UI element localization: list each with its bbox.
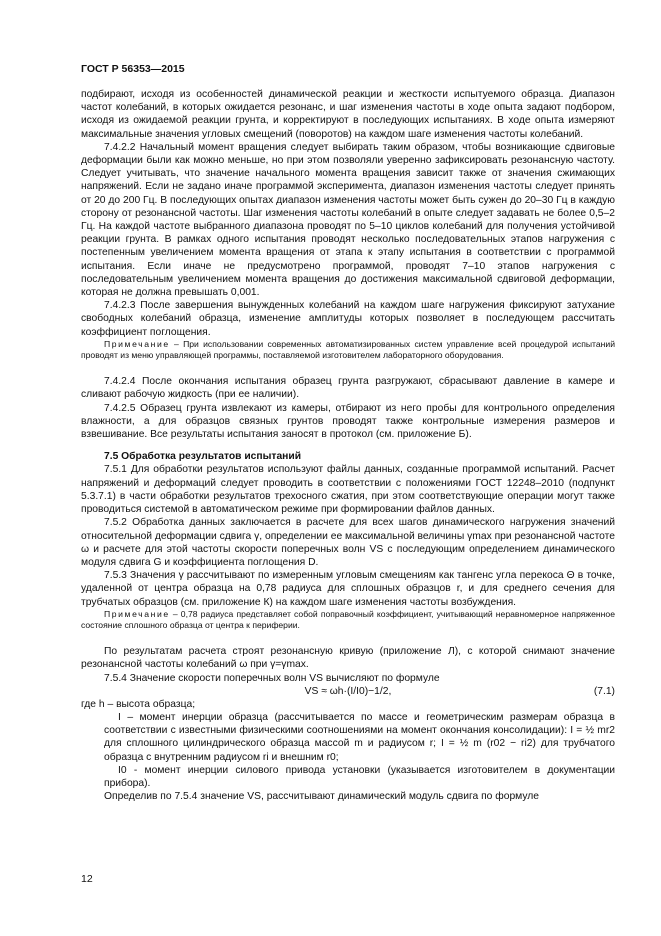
definition-h: где h – высота образца; [81, 698, 196, 710]
note-text: – 0,78 радиуса представляет собой поправочный коэффициент, учитывающий неравномерное напряженное состояние сплошного образца от центра к периферии. [81, 608, 615, 630]
note-1 [81, 339, 615, 361]
document-body [81, 88, 615, 803]
formula-7-1 [81, 685, 615, 698]
definition-i0: I0 - момент инерции силового привода установки (указывается изготовителем в документации прибора). [104, 764, 615, 789]
formula-expression: VS ≈ ωh·(I/I0)−1/2, [304, 685, 392, 697]
paragraph-7-5-1: 7.5.1 Для обработки результатов используют файлы данных, созданные программой испытаний. Расчет напряжений и деформаций следует проводить в соответствии с положениями ГОСТ 12248–2010 (подпункт 5.3.7.1) в части обработки результатов трехосного сжатия, при этом соответствующие операции могут также проводиться системой в автоматическом режиме при формировании файлов данных. [81, 464, 615, 516]
note-label: Примечание [104, 608, 170, 619]
paragraph-7-4-2-4: 7.4.2.4 После окончания испытания образец грунта разгружают, сбрасывают давление в камере и сливают рабочую жидкость (при ее наличии). [81, 376, 615, 401]
paragraph-7-4-2-3: 7.4.2.3 После завершения вынужденных колебаний на каждом шаге нагружения фиксируют затухание свободных колебаний образца, изменение амплитуды которых позволяет в последующем рассчитать коэффициент поглощения. [81, 300, 615, 338]
paragraph-7-5-2: 7.5.2 Обработка данных заключается в расчете для всех шагов динамического нагружения значений относительной деформации сдвига γ, определении ее максимальной величины γmax при резонансной частоте ω и расчете для этой частоты скорости поперечных волн VS с последующим определением динамического модуля сдвига G и коэффициента поглощения D. [81, 517, 615, 568]
section-title: 7.5 Обработка результатов испытаний [104, 451, 302, 463]
paragraph-7-4-2-2: 7.4.2.2 Начальный момент вращения следует выбирать таким образом, чтобы возникающие сдвиговые деформации были как можно меньше, но при этом позволяли уверенно зафиксировать резонансную частоту. Следует учитывать, что значение начального момента вращения зависит также от значения сжимающих напряжений. Если не задано иначе программой эксперимента, диапазон изменения частоты следует принять от 20 до 200 Гц. В последующих опытах диапазон изменения частоты может быть сужен до 20–30 Гц в каждую сторону от резонансной частоты. Шаг изменения частоты колебаний в опыте следует задавать не более 0,5–2 Гц. На каждой частоте выбранного диапазона проводят по 5–10 циклов колебаний для получения устойчивой реакции грунта. В рамках одного испытания проводят несколько последовательных этапов нагружения с постепенным увеличением момента вращения от этапа к этапу испытания в соответствии с программой испытания. Если иначе не предусмотрено программой, проводят 7–10 этапов нагружения с последовательным увеличением момента вращения до достижения максимальной сдвиговой деформации, которая не должна превышать 0,001. [81, 141, 615, 299]
document-header: ГОСТ Р 56353—2015 [81, 63, 185, 75]
paragraph-7-5-4: 7.5.4 Значение скорости поперечных волн VS вычисляют по формуле [104, 672, 440, 684]
note-2 [81, 609, 615, 631]
note-text: – При использовании современных автоматизированных систем управление всей процедурой испытаний проводят из меню управляющей программы, поставляемой изготовителем лабораторного оборудования. [81, 338, 615, 361]
note-label: Примечание [104, 338, 170, 349]
paragraph-shear-modulus: Определив по 7.5.4 значение VS, рассчитывают динамический модуль сдвига по формуле [104, 791, 540, 803]
definition-i: I – момент инерции образца (рассчитывается по массе и геометрическим размерам образца в соответствии с известными физическими соотношениями на момент окончания консолидации): I = ½ mr2 для сплошного цилиндрического образца массой m и радиусом r; I = ½ m (r02 − ri2) для трубчатого образца с внутренним радиусом ri и внешним r0; [104, 711, 615, 763]
formula-number: (7.1) [593, 685, 615, 697]
paragraph-resonance: По результатам расчета строят резонансную кривую (приложение Л), с которой снимают значение резонансной частоты колебаний ω при γ=γmax. [81, 646, 615, 671]
paragraph-7-4-2-5: 7.4.2.5 Образец грунта извлекают из камеры, отбирают из него пробы для контрольного определения влажности, а для образцов связных грунтов проводят также контрольные измерения размеров и взвешивание. Все результаты испытания заносят в протокол (см. приложение Б). [81, 402, 615, 441]
paragraph-7-5-3: 7.5.3 Значения γ рассчитывают по измеренным угловым смещениям как тангенс угла перекоса Θ в точке, удаленной от центра образца на 0,78 радиуса для сплошных образцов r, и для среднего сечения для трубчатых образцов (см. приложение К) на каждом шаге изменения частоты возбуждения. [81, 570, 615, 608]
page-number: 12 [81, 873, 93, 885]
paragraph: подбирают, исходя из особенностей динамической реакции и жесткости испытуемого образца. Диапазон частот колебаний, в которых ожидается резонанс, и шаг изменения частоты в ходе опыта задают подбором, исходя из ожидаемой реакции грунта, и корректируют в последующих испытаниях. В ходе опыта измеряют максимальные значения угловых смещений (поворотов) на каждом шаге изменения частоты колебаний. [81, 89, 615, 140]
